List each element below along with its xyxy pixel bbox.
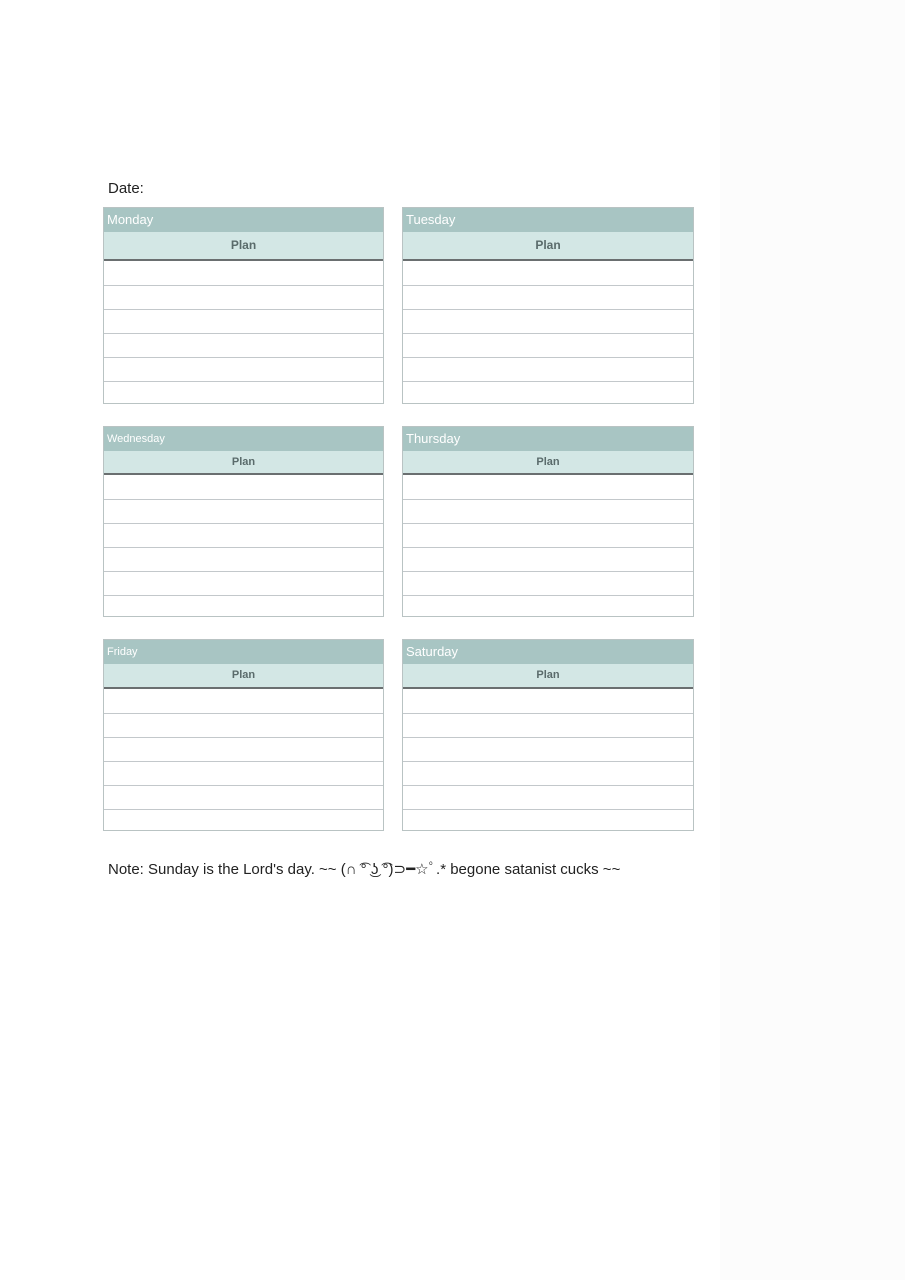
plan-row[interactable] — [403, 809, 693, 833]
plan-row[interactable] — [403, 309, 693, 333]
date-label: Date: — [108, 180, 144, 197]
plan-row[interactable] — [104, 309, 383, 333]
plan-row[interactable] — [403, 761, 693, 785]
plan-row[interactable] — [403, 689, 693, 713]
plan-header-thursday: Plan — [403, 451, 693, 475]
plan-header-monday: Plan — [104, 232, 383, 261]
footer-note: Note: Sunday is the Lord's day. ~~ (∩ ͡° ͜ʖ ͡°)⊃━☆ﾟ.* begone satanist cucks ~~ — [108, 861, 621, 878]
plan-rows-saturday — [403, 689, 693, 833]
plan-row[interactable] — [403, 261, 693, 285]
day-header-wednesday: Wednesday — [104, 427, 383, 451]
plan-rows-thursday — [403, 475, 693, 619]
day-header-monday: Monday — [104, 208, 383, 232]
plan-header-tuesday: Plan — [403, 232, 693, 261]
plan-row[interactable] — [403, 475, 693, 499]
plan-row[interactable] — [403, 381, 693, 405]
day-block-friday — [103, 639, 384, 831]
plan-row[interactable] — [104, 261, 383, 285]
plan-header-friday: Plan — [104, 664, 383, 689]
plan-row[interactable] — [104, 333, 383, 357]
plan-row[interactable] — [104, 689, 383, 713]
plan-row[interactable] — [104, 357, 383, 381]
plan-row[interactable] — [403, 713, 693, 737]
day-header-friday: Friday — [104, 640, 383, 664]
plan-row[interactable] — [104, 547, 383, 571]
plan-row[interactable] — [403, 499, 693, 523]
day-header-thursday: Thursday — [403, 427, 693, 451]
plan-row[interactable] — [104, 285, 383, 309]
plan-row[interactable] — [104, 523, 383, 547]
plan-rows-wednesday — [104, 475, 383, 619]
day-block-monday — [103, 207, 384, 404]
plan-row[interactable] — [104, 713, 383, 737]
day-header-saturday: Saturday — [403, 640, 693, 664]
plan-row[interactable] — [104, 737, 383, 761]
plan-row[interactable] — [104, 761, 383, 785]
day-block-thursday — [402, 426, 694, 617]
plan-row[interactable] — [104, 785, 383, 809]
plan-header-wednesday: Plan — [104, 451, 383, 475]
day-header-tuesday: Tuesday — [403, 208, 693, 232]
plan-row[interactable] — [403, 595, 693, 619]
plan-rows-friday — [104, 689, 383, 833]
plan-row[interactable] — [104, 571, 383, 595]
plan-row[interactable] — [403, 285, 693, 309]
plan-row[interactable] — [104, 809, 383, 833]
plan-row[interactable] — [104, 381, 383, 405]
page-margin-strip — [720, 0, 905, 1280]
plan-header-saturday: Plan — [403, 664, 693, 689]
plan-row[interactable] — [104, 499, 383, 523]
plan-row[interactable] — [403, 737, 693, 761]
plan-row[interactable] — [104, 475, 383, 499]
day-block-tuesday — [402, 207, 694, 404]
day-block-wednesday — [103, 426, 384, 617]
plan-row[interactable] — [403, 523, 693, 547]
plan-row[interactable] — [403, 571, 693, 595]
day-block-saturday — [402, 639, 694, 831]
plan-rows-tuesday — [403, 261, 693, 405]
plan-row[interactable] — [403, 333, 693, 357]
plan-row[interactable] — [403, 357, 693, 381]
plan-rows-monday — [104, 261, 383, 405]
plan-row[interactable] — [403, 547, 693, 571]
plan-row[interactable] — [403, 785, 693, 809]
plan-row[interactable] — [104, 595, 383, 619]
